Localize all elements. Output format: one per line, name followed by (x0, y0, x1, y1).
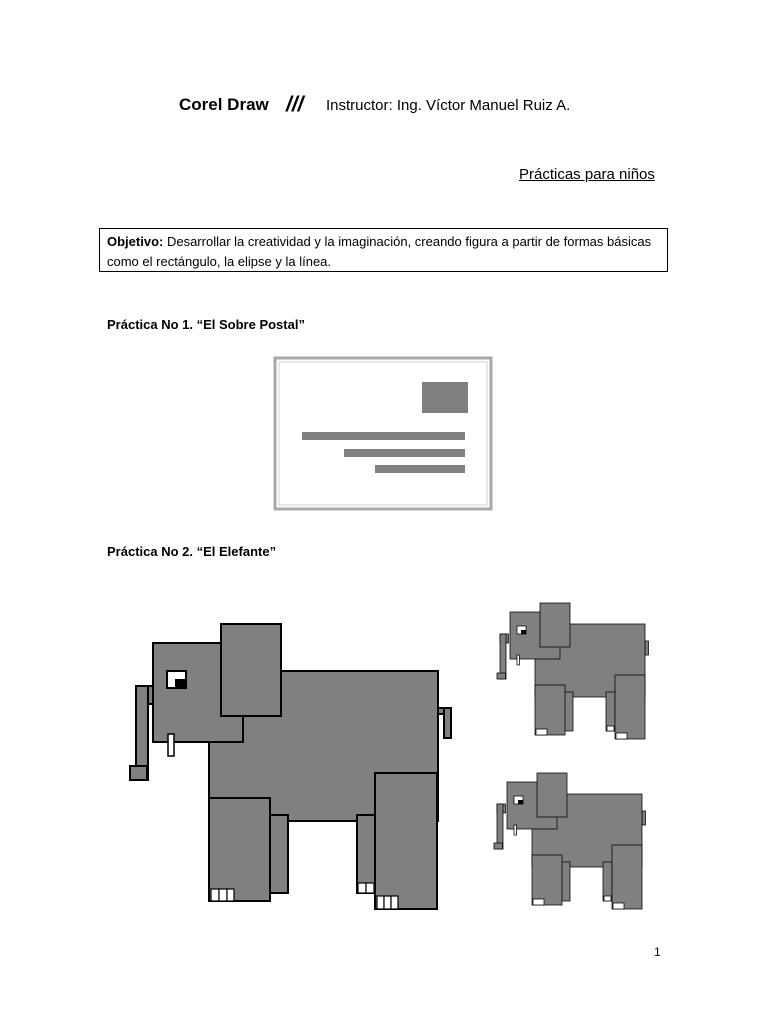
address-line-1 (302, 432, 465, 440)
header-instructor: Instructor: Ing. Víctor Manuel Ruiz A. (326, 97, 571, 114)
header-separator: /// (286, 93, 304, 116)
header-title: Corel Draw (179, 95, 269, 114)
objective-text: Desarrollar la creatividad y la imaginación, creando figura a partir de formas básicas como el rectángulo, la elipse y la línea. (107, 234, 652, 269)
ear (221, 624, 281, 716)
elephant-small-top (497, 603, 649, 739)
envelope-illustration (275, 358, 491, 509)
pupil (175, 679, 186, 688)
front-left-leg (209, 798, 270, 901)
toenails-right (377, 896, 398, 909)
practice-1-title: Práctica No 1. “El Sobre Postal” (107, 317, 305, 332)
trunk-tip (130, 766, 147, 780)
tusk (168, 734, 174, 756)
elephant-large (130, 624, 451, 909)
toenails-left (211, 889, 234, 901)
back-right-leg (357, 815, 375, 893)
subtitle: Prácticas para niños (519, 166, 655, 183)
back-left-leg (270, 815, 288, 893)
toenails-back (358, 883, 374, 893)
practice-2-title: Práctica No 2. “El Elefante” (107, 544, 277, 559)
tail (444, 708, 451, 738)
elephant-small-bottom (494, 773, 646, 909)
address-line-2 (344, 449, 465, 457)
address-line-3 (375, 465, 465, 473)
front-right-leg (375, 773, 437, 909)
page-number: 1 (654, 945, 661, 959)
stamp (422, 382, 468, 413)
objective-label: Objetivo: (107, 234, 164, 249)
